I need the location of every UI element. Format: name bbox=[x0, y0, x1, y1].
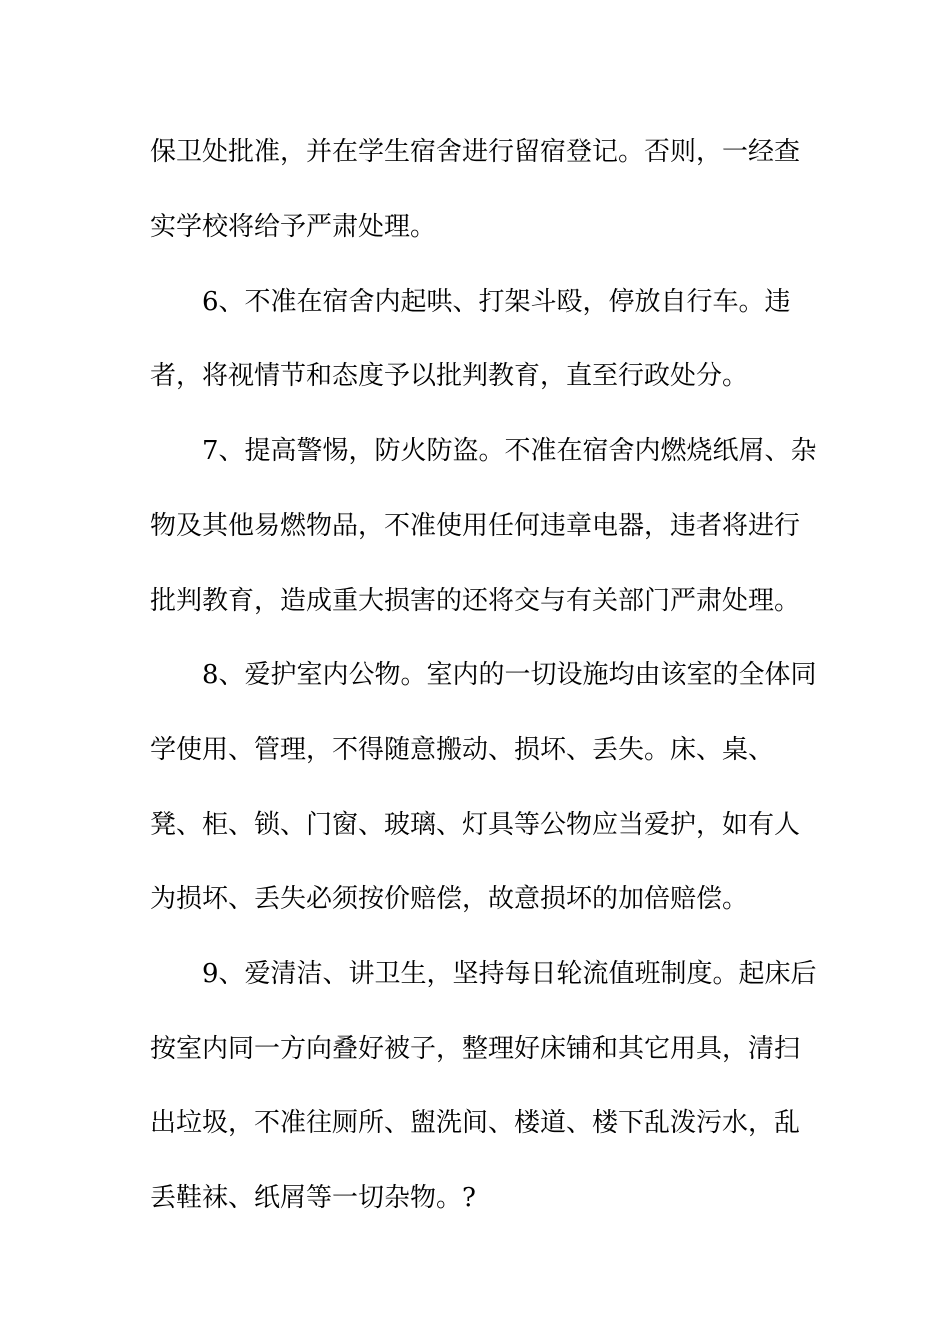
text-line: 丢鞋袜、纸屑等一切杂物。? bbox=[150, 1183, 476, 1213]
paragraph-6-line: 6、不准在宿舍内起哄、打架斗殴，停放自行车。违 bbox=[202, 287, 791, 317]
text-line: 物及其他易燃物品，不准使用任何违章电器，违者将进行 bbox=[150, 511, 801, 541]
paragraph-8-line: 8、爱护室内公物。室内的一切设施均由该室的全体同 bbox=[202, 660, 817, 690]
text-line: 出垃圾，不准往厕所、盥洗间、楼道、楼下乱泼污水，乱 bbox=[150, 1108, 801, 1138]
text-line: 为损坏、丢失必须按价赔偿，故意损坏的加倍赔偿。 bbox=[150, 884, 749, 914]
text-line: 者，将视情节和态度予以批判教育，直至行政处分。 bbox=[150, 361, 749, 391]
text-line: 学使用、管理，不得随意搬动、损坏、丢失。床、桌、 bbox=[150, 735, 775, 765]
paragraph-7-line: 7、提高警惕，防火防盗。不准在宿舍内燃烧纸屑、杂 bbox=[202, 436, 817, 466]
text-line: 实学校将给予严肃处理。 bbox=[150, 212, 437, 242]
text-line: 按室内同一方向叠好被子，整理好床铺和其它用具，清扫 bbox=[150, 1034, 801, 1064]
text-line: 凳、柜、锁、门窗、玻璃、灯具等公物应当爱护，如有人 bbox=[150, 810, 801, 840]
text-line: 保卫处批准，并在学生宿舍进行留宿登记。否则，一经查 bbox=[150, 137, 801, 167]
paragraph-9-line: 9、爱清洁、讲卫生，坚持每日轮流值班制度。起床后 bbox=[202, 959, 817, 989]
text-line: 批判教育，造成重大损害的还将交与有关部门严肃处理。 bbox=[150, 586, 801, 616]
